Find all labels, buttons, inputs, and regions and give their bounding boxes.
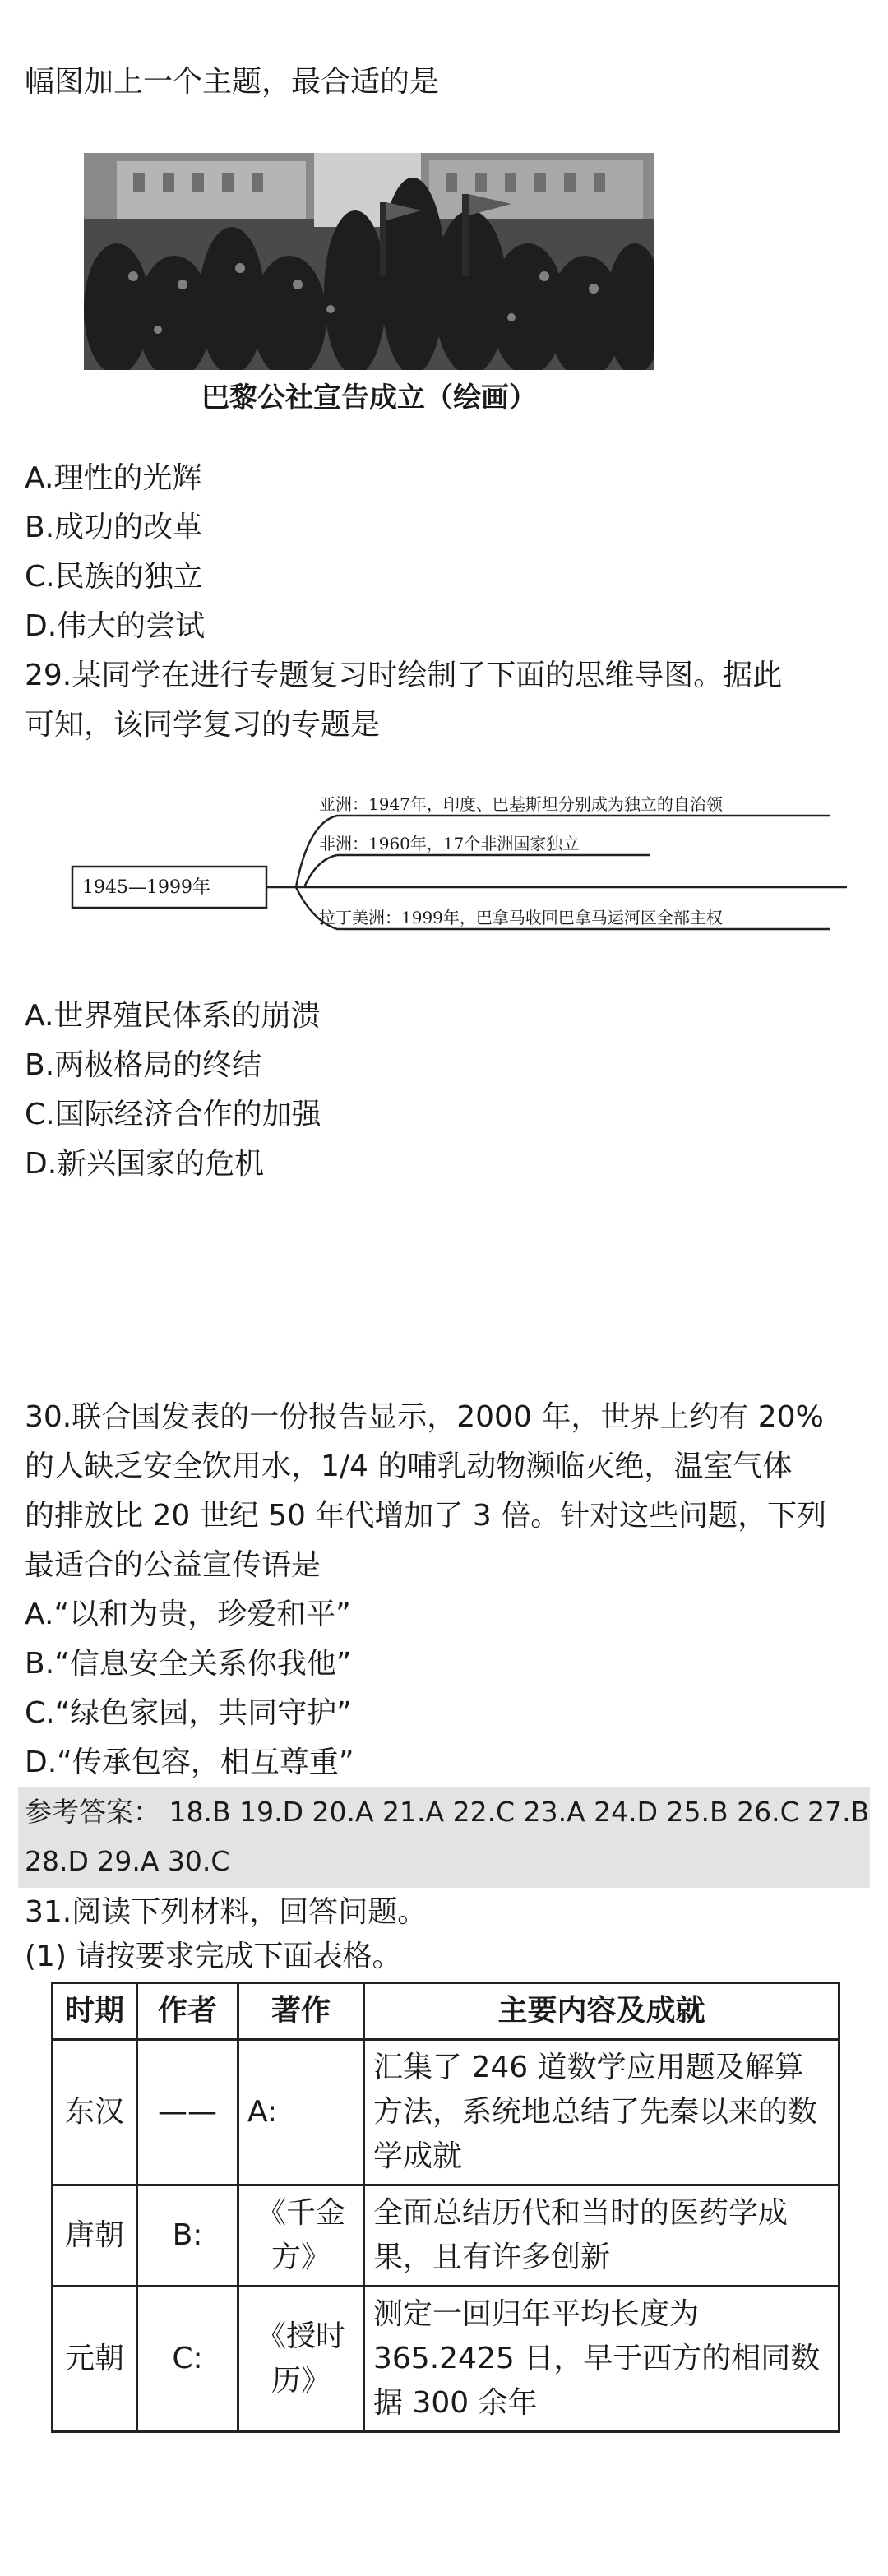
table-cell-period: 元朝 bbox=[53, 2287, 137, 2432]
table-cell-work: 《授时历》 bbox=[238, 2287, 364, 2432]
q29-option-c: C.国际经济合作的加强 bbox=[25, 1098, 321, 1131]
q28-option-d: D.伟大的尝试 bbox=[25, 609, 206, 643]
table-row bbox=[53, 2040, 839, 2185]
table-cell-author: —— bbox=[137, 2040, 238, 2185]
painting-caption: 巴黎公社宣告成立（绘画） bbox=[201, 382, 537, 414]
q30-option-d: D.“传承包容，相互尊重” bbox=[25, 1746, 354, 1779]
q28-option-c: C.民族的独立 bbox=[25, 560, 203, 594]
table-row bbox=[53, 2185, 839, 2287]
q29-stem-line1: 29.某同学在进行专题复习时绘制了下面的思维导图。据此 bbox=[25, 659, 783, 692]
table-cell-author: B: bbox=[137, 2185, 238, 2287]
mind-map-branch-asia: 亚洲：1947年，印度、巴基斯坦分别成为独立的自治领 bbox=[319, 794, 723, 814]
q31-subquestion-1: (1) 请按要求完成下面表格。 bbox=[25, 1940, 402, 1973]
table-cell-content: 全面总结历代和当时的医药学成果，且有许多创新 bbox=[364, 2185, 839, 2287]
q29-option-b: B.两极格局的终结 bbox=[25, 1048, 262, 1082]
table-header-content: 主要内容及成就 bbox=[364, 1983, 839, 2040]
q30-option-c: C.“绿色家园，共同守护” bbox=[25, 1696, 352, 1730]
table-header-work: 著作 bbox=[238, 1983, 364, 2040]
q29-option-a: A.世界殖民体系的崩溃 bbox=[25, 999, 321, 1033]
q29-stem-line2: 可知，该同学复习的专题是 bbox=[25, 708, 381, 742]
answer-key-line1: 参考答案： 18.B 19.D 20.A 21.A 22.C 23.A 24.D 25.B 26.C 27.B bbox=[25, 1796, 870, 1828]
q28-option-a: A.理性的光辉 bbox=[25, 461, 202, 495]
answer-key-line2: 28.D 29.A 30.C bbox=[25, 1845, 230, 1877]
mind-map bbox=[25, 765, 863, 962]
q30-option-b: B.“信息安全关系你我他” bbox=[25, 1647, 352, 1681]
q30-stem-line2: 的人缺乏安全饮用水，1/4 的哺乳动物濒临灭绝，温室气体 bbox=[25, 1450, 793, 1483]
table-header-row bbox=[53, 1983, 839, 2040]
table-cell-content: 汇集了 246 道数学应用题及解算方法，系统地总结了先秦以来的数学成就 bbox=[364, 2040, 839, 2185]
table-cell-work: 《千金方》 bbox=[238, 2185, 364, 2287]
table-header-period: 时期 bbox=[53, 1983, 137, 2040]
table-cell-period: 唐朝 bbox=[53, 2185, 137, 2287]
table-cell-content: 测定一回归年平均长度为 365.2425 日，早于西方的相同数据 300 余年 bbox=[364, 2287, 839, 2432]
mind-map-branch-latin-america: 拉丁美洲：1999年，巴拿马收回巴拿马运河区全部主权 bbox=[319, 908, 723, 927]
q31-stem: 31.阅读下列材料，回答问题。 bbox=[25, 1895, 428, 1929]
painting-image bbox=[84, 153, 654, 370]
table-cell-period: 东汉 bbox=[53, 2040, 137, 2185]
q30-option-a: A.“以和为贵，珍爱和平” bbox=[25, 1598, 351, 1631]
q29-option-d: D.新兴国家的危机 bbox=[25, 1147, 265, 1181]
mind-map-branch-africa: 非洲：1960年，17个非洲国家独立 bbox=[319, 834, 580, 853]
table-cell-work: A: bbox=[238, 2040, 364, 2185]
table-row bbox=[53, 2287, 839, 2432]
answer-key bbox=[18, 1787, 870, 1888]
q28-option-b: B.成功的改革 bbox=[25, 511, 203, 544]
q31-table bbox=[51, 1982, 840, 2433]
table-header-author: 作者 bbox=[137, 1983, 238, 2040]
q30-stem-line4: 最适合的公益宣传语是 bbox=[25, 1548, 321, 1582]
q30-stem-line3: 的排放比 20 世纪 50 年代增加了 3 倍。针对这些问题，下列 bbox=[25, 1499, 827, 1533]
mind-map-root: 1945—1999年 bbox=[82, 877, 210, 898]
q30-stem-line1: 30.联合国发表的一份报告显示，2000 年，世界上约有 20% bbox=[25, 1400, 824, 1434]
q28-stem: 幅图加上一个主题，最合适的是 bbox=[25, 65, 440, 99]
table-cell-author: C: bbox=[137, 2287, 238, 2432]
